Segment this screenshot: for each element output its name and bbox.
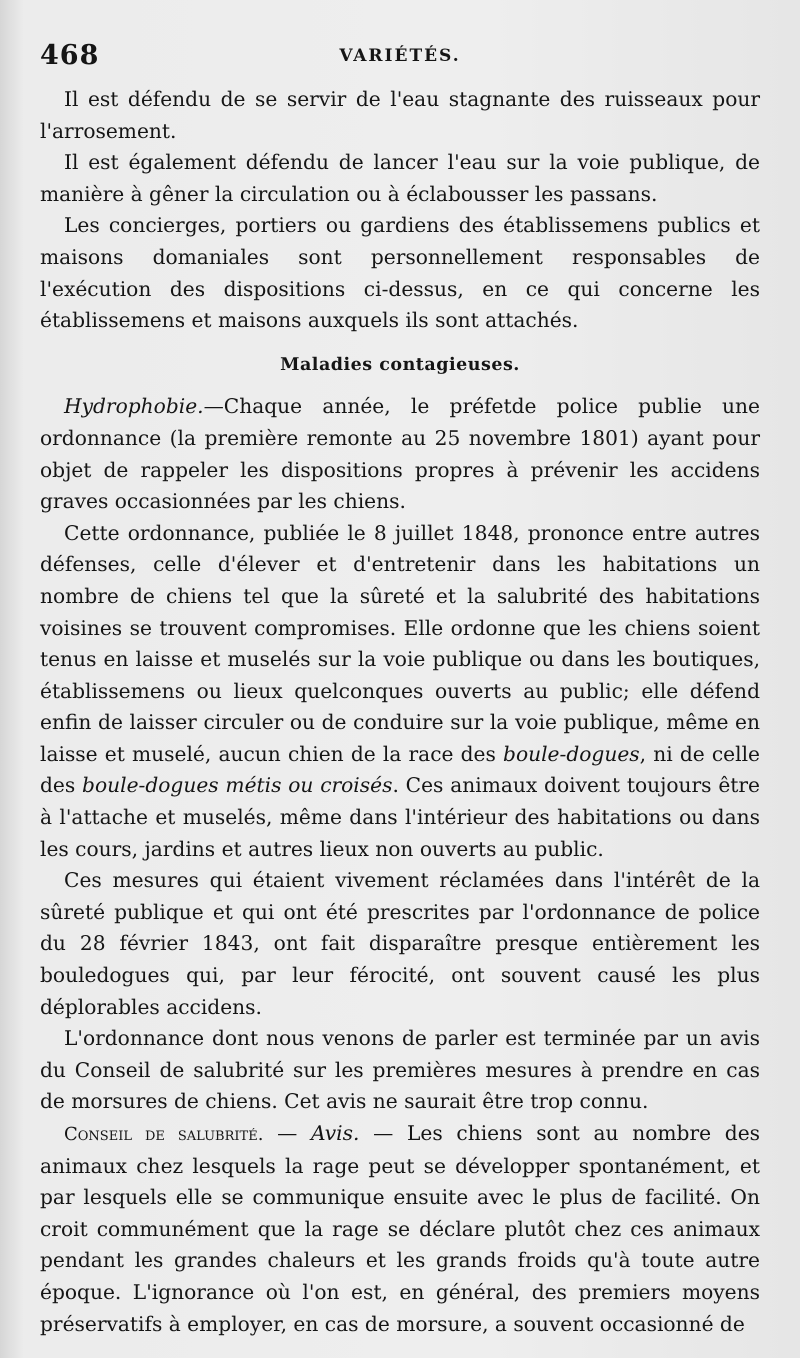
page-header <box>40 40 760 76</box>
paragraph-concierges: Les concierges, portiers ou gardiens des établissemens publics et maisons domaniales sont personnellement responsables de l'exécution des dispositions ci-dessus, en ce qui concerne les établissemens et maisons auxquels ils sont attachés. <box>40 213 760 333</box>
ordonnance-text-b: , ni de celle des <box>40 741 760 798</box>
paragraph-voie-publique: Il est également défendu de lancer l'eau sur la voie publique, de manière à gêner la circulation ou à éclabousser les passans. <box>40 150 760 206</box>
ordonnance-em-a: boule-dogues <box>503 741 640 766</box>
conseil-text: — Les chiens sont au nombre des animaux chez lesquels la rage peut se développer spontanément, et par lesquels elle se communique ensuite avec le plus de facilité. On croit communément que la rage se déclare plutôt chez ces animaux pendant les grandes chaleurs et les grands froids qu'à toute autre époque. L'ignorance où l'on est, en général, des premiers moyens préservatifs à employer, en cas de morsure, a souvent occasionné de <box>40 1121 760 1336</box>
ordonnance-text-c: . Ces animaux doivent toujours être à l'attache et muselés, même dans l'intérieur des habitations ou dans les cours, jardins et autres lieux non ouverts au public. <box>40 773 760 861</box>
hydrophobie-lead: Hydrophobie. <box>64 394 204 419</box>
hydrophobie-text: —Chaque année, le préfetde police publie une ordonnance (la première remonte au 25 novembre 1801) ayant pour objet de rappeler les dispositions propres à prévenir les accidens graves occasionnées par les chiens. <box>40 394 760 514</box>
ordonnance-em-b: boule-dogues métis ou croisés <box>82 773 393 798</box>
running-title: VARIÉTÉS. <box>339 46 461 66</box>
conseil-lead: Conseil de salubrité. <box>64 1124 264 1145</box>
page-body <box>40 84 760 1340</box>
paragraph-mesures: Ces mesures qui étaient vivement réclamées dans l'intérêt de la sûreté publique et qui ont été prescrites par l'ordonnance de police du 28 février 1843, ont fait disparaître presque entièrement les bouledogues qui, par leur férocité, ont souvent causé les plus déplorables accidens. <box>40 868 760 1019</box>
conseil-dash: — <box>263 1121 312 1145</box>
paragraph-avis-intro: L'ordonnance dont nous venons de parler est terminée par un avis du Conseil de salubrité sur les premières mesures à prendre en cas de morsures de chiens. Cet avis ne saurait être trop connu. <box>40 1026 760 1114</box>
section-title: Maladies contagieuses. <box>280 354 520 375</box>
page-number: 468 <box>40 40 100 71</box>
ordonnance-text-a: Cette ordonnance, publiée le 8 juillet 1848, prononce entre autres défenses, celle d'élever et d'entretenir dans les habitations un nombre de chiens tel que la sûreté et la salubrité des habitations voisines se trouvent compromises. Elle ordonne que les chiens soient tenus en laisse et muselés sur la voie publique ou dans les boutiques, établissemens ou lieux quelconques ouverts au public; elle défend enfin de laisser circuler ou de conduire sur la voie publique, même en laisse et muselé, aucun chien de la race des <box>40 520 760 766</box>
paragraph-conseil <box>40 1118 760 1340</box>
paragraph-ordonnance <box>40 518 760 866</box>
conseil-avis: Avis. <box>311 1121 360 1145</box>
paragraph-hydrophobie <box>40 391 760 517</box>
paragraph-arrosement: Il est défendu de se servir de l'eau stagnante des ruisseaux pour l'arrosement. <box>40 87 760 143</box>
